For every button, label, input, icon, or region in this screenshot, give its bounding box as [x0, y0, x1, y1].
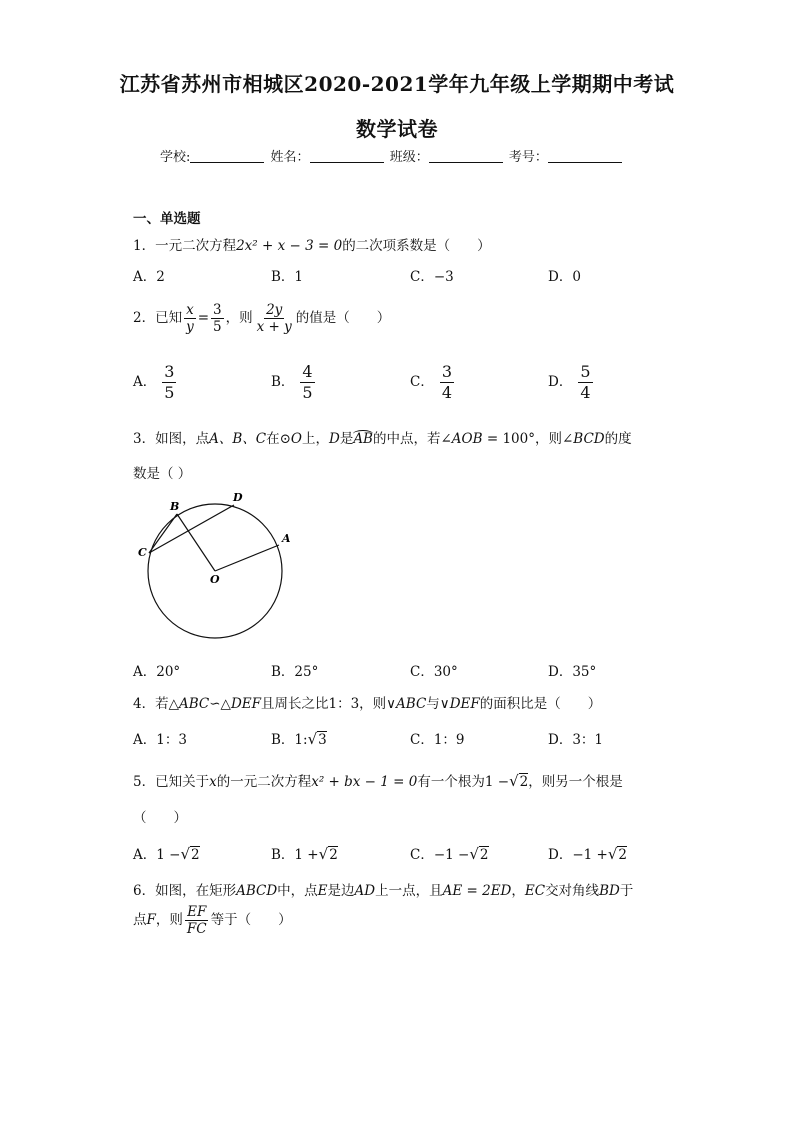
q3-arc-ab: AB [353, 431, 373, 447]
q4-option-a: A．1：3 [133, 732, 187, 748]
q2-expression: $\frac{2y}{x + y}$ [256, 302, 292, 335]
q3-circle-figure [130, 488, 300, 640]
q2-option-c: C． $\frac{3}{4}$ [410, 362, 453, 402]
q1-option-a: A．2 [133, 269, 165, 285]
class-label: 班级： [389, 150, 429, 165]
q1-equation: 2x² + x − 3 = 0 [236, 238, 343, 254]
label-d: D [233, 491, 243, 504]
segment-cb [149, 514, 177, 553]
q2-given-value: $\frac{3}{5}$ [213, 302, 222, 335]
label-o: O [210, 573, 220, 586]
q4-option-b: B．1:√3 [271, 730, 327, 748]
id-label: 考号： [508, 150, 548, 165]
q2-option-d: D． $\frac{5}{4}$ [548, 362, 591, 402]
question-6-line2: 点F，则 $\frac{EF}{FC}$ 等于（ ） [133, 904, 292, 937]
segment-oa [215, 545, 279, 571]
exam-subtitle: 数学试卷 [356, 117, 438, 141]
label-b: B [170, 500, 180, 513]
q4-option-d: D．3：1 [548, 732, 604, 748]
q5-option-b: B．1 +√2 [271, 845, 338, 863]
question-5-line2: （ ） [133, 810, 187, 826]
student-info-row [160, 146, 624, 165]
q1-prefix: 1．一元二次方程 [133, 238, 237, 254]
q2-prefix: 2．已知 [133, 310, 183, 326]
q2-option-b: B． $\frac{4}{5}$ [271, 362, 313, 402]
exam-title: 江苏省苏州市相城区2020-2021学年九年级上学期期中考试 [119, 72, 675, 96]
q1-option-c: C．−3 [410, 269, 454, 285]
q3-option-b: B．25° [271, 664, 319, 680]
q3-option-c: C．30° [410, 664, 458, 680]
label-c: C [138, 546, 147, 559]
q6-fraction: $\frac{EF}{FC}$ [186, 904, 207, 937]
q5-option-c: C．−1 −√2 [410, 845, 489, 863]
q5-option-a: A．1 −√2 [133, 845, 200, 863]
q3-option-a: A．20° [133, 664, 181, 680]
school-label: 学校: [160, 150, 191, 165]
segment-cd [149, 505, 234, 553]
section-heading: 一、单选题 [133, 211, 201, 227]
id-blank [548, 150, 622, 163]
q1-suffix: 的二次项系数是（ ） [342, 238, 491, 254]
q2-given-fraction: $\frac{x}{y}$ [186, 302, 194, 335]
q1-option-b: B．1 [271, 269, 304, 285]
name-label: 姓名： [270, 150, 310, 165]
label-a: A [282, 532, 291, 545]
q2-option-a: A． $\frac{3}{5}$ [133, 362, 175, 402]
q1-option-d: D．0 [548, 269, 581, 285]
question-4: 4．若△ABC∽△DEF且周长之比1：3，则∨ABC与∨DEF的面积比是（ ） [133, 696, 602, 712]
segment-ob [177, 514, 215, 571]
question-3-line2: 数是（ ） [133, 466, 192, 482]
class-blank [429, 150, 503, 163]
question-5: 5．已知关于x的一元二次方程x² + bx − 1 = 0有一个根为1 −√2，则另一个根是 [133, 772, 623, 790]
question-2: 2．已知 $\frac{x}{y}$ = $\frac{3}{5}$ ，则 $\frac{2y}{x + y}$ 的值是（ ） [133, 302, 391, 335]
q5-option-d: D．−1 +√2 [548, 845, 627, 863]
school-blank [190, 150, 264, 163]
q4-option-c: C．1：9 [410, 732, 465, 748]
question-3: 3．如图，点A、B、C在⊙O上，D是AB的中点，若∠AOB = 100°，则∠BCD的度 [133, 431, 632, 447]
q3-option-d: D．35° [548, 664, 597, 680]
question-6: 6．如图，在矩形ABCD中，点E是边AD上一点，且AE = 2ED，EC交对角线BD于 [133, 883, 634, 899]
question-1 [133, 234, 491, 254]
name-blank [310, 150, 384, 163]
